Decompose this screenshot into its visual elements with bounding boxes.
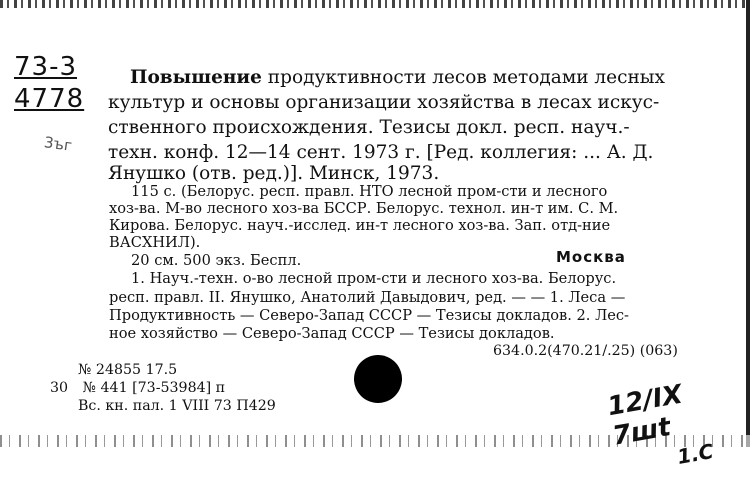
handwritten-signature — [605, 369, 750, 481]
title-line-1-text: продуктивности лесов методами лесных — [261, 67, 665, 88]
footer-line-2-text: № 441 [73-53984] п — [82, 380, 226, 396]
signature-sub: 1.С — [675, 438, 716, 469]
publisher-line-3: Кирова. Белорус. науч.-исслед. ин-т лесного хоз-ва. Зап. отд-ние — [109, 217, 611, 234]
publisher-line-1: 115 с. (Белорус. респ. правл. НТО лесной пром-сти и лесного — [131, 183, 608, 200]
shelf-mark-bottom: 4778 — [14, 84, 85, 114]
classification-code: 634.0.2(470.21/.25) (063) — [493, 343, 678, 359]
title-bold-word: Повышение — [130, 67, 262, 88]
footer-line-1: № 24855 17.5 — [78, 362, 178, 378]
title-line-2: культур и основы организации хозяйства в лесах искус- — [108, 92, 660, 113]
handwritten-city-note: Москва — [556, 248, 626, 266]
title-line-1 — [130, 66, 730, 91]
card-top-edge — [0, 0, 750, 8]
card-punch-hole — [354, 355, 402, 403]
subject-line-1: 1. Науч.-техн. о-во лесной пром-сти и лесного хоз-ва. Белорус. — [131, 270, 617, 287]
footer-line-2-prefix: 30 — [50, 380, 69, 396]
publisher-line-2: хоз-ва. М-во лесного хоз-ва БССР. Белорус. технол. ин-т им. С. М. — [109, 200, 619, 217]
title-line-3: ственного происхождения. Тезисы докл. респ. науч.- — [108, 117, 630, 138]
footer-line-2 — [50, 380, 225, 397]
footer-line-3: Вс. кн. пал. 1 VIII 73 П429 — [78, 398, 276, 414]
subject-line-4: ное хозяйство — Северо-Запад СССР — Тезисы докладов. — [109, 325, 555, 342]
subject-line-3: Продуктивность — Северо-Запад СССР — Тезисы докладов. 2. Лес- — [109, 307, 629, 324]
publisher-line-4: ВАСХНИЛ). — [109, 234, 201, 251]
title-line-5: Янушко (отв. ред.)]. Минск, 1973. — [108, 163, 440, 184]
subject-line-2: респ. правл. II. Янушко, Анатолий Давыдович, ред. — — 1. Леса — — [109, 289, 626, 306]
signature-text: 12/IX 7шt — [605, 379, 685, 452]
shelf-mark-top: 73-3 — [14, 52, 78, 82]
title-line-4: техн. конф. 12—14 сент. 1973 г. [Ред. коллегия: ... А. Д. — [108, 142, 654, 163]
card-right-edge — [746, 0, 750, 447]
margin-handwritten-note: 3ъг — [42, 133, 74, 155]
copies-line: 20 см. 500 экз. Беспл. — [131, 252, 302, 269]
